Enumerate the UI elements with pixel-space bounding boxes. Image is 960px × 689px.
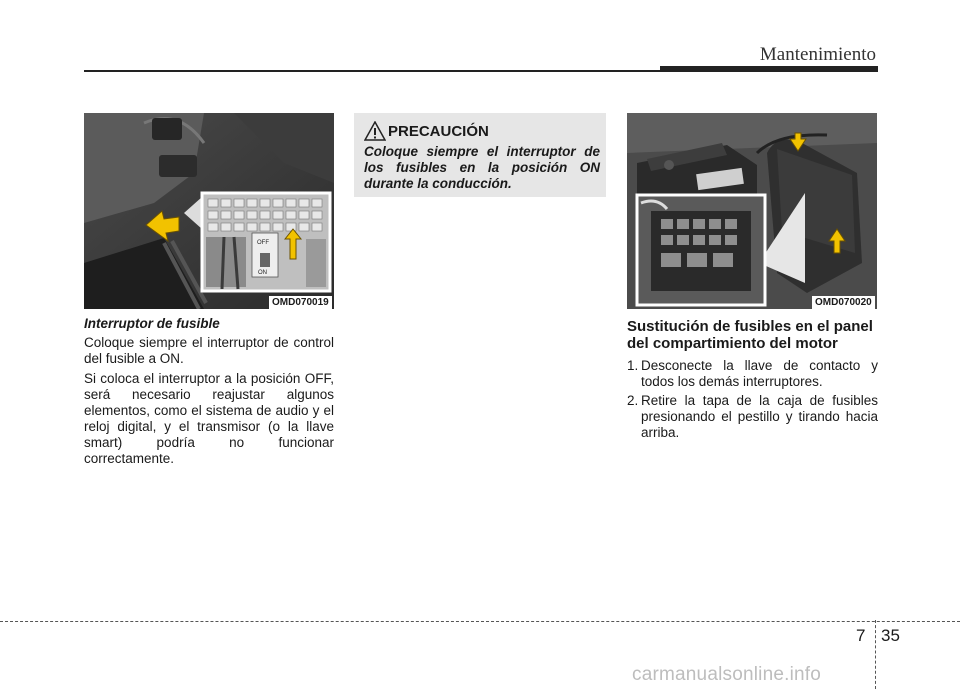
engine-compartment-illustration bbox=[627, 113, 877, 309]
step-1 bbox=[627, 358, 878, 390]
caution-text: Coloque siempre el interruptor de los fusibles en la posición ON durante la conducción. bbox=[364, 144, 600, 191]
left-column-text bbox=[84, 316, 334, 471]
paragraph-1: Coloque siempre el interruptor de control del fusible a ON. bbox=[84, 335, 334, 366]
chapter-number: 7 bbox=[856, 626, 866, 645]
right-column-text bbox=[627, 318, 878, 444]
switch-label-on: ON bbox=[258, 270, 267, 276]
paragraph-2: Si coloca el interruptor a la posición OFF, será necesario reajustar algunos elementos, como el sistema de audio y el reloj digital, y el transmisor (o la llave smart) podría no funcionar correctamente. bbox=[84, 371, 334, 466]
step-2-text: Retire la tapa de la caja de fusibles presionando el pestillo y tirando hacia arriba. bbox=[641, 393, 878, 440]
footer-dashed-line bbox=[0, 621, 960, 622]
fuse-switch-photo bbox=[84, 113, 334, 309]
page-header-title: Mantenimiento bbox=[759, 44, 876, 65]
header-rule-thin bbox=[84, 70, 662, 72]
step-1-number: 1. bbox=[627, 358, 639, 373]
footer-vertical-dashed-line bbox=[875, 620, 876, 689]
fuse-switch-illustration bbox=[84, 113, 334, 309]
header-rule-thick bbox=[660, 66, 878, 72]
fuse-switch-subheading: Interruptor de fusible bbox=[84, 316, 220, 331]
step-1-text: Desconecte la llave de contacto y todos los demás interruptores. bbox=[641, 358, 878, 389]
step-2 bbox=[627, 393, 878, 441]
figure-right-caption: OMD070020 bbox=[812, 296, 875, 310]
watermark-text: carmanualsonline.info bbox=[632, 664, 822, 685]
caution-title: PRECAUCIÓN bbox=[388, 123, 489, 140]
engine-fuse-heading: Sustitución de fusibles en el panel del compartimiento del motor bbox=[627, 318, 873, 352]
switch-label-off: OFF bbox=[257, 240, 269, 246]
step-2-number: 2. bbox=[627, 393, 639, 408]
warning-triangle-icon bbox=[364, 121, 386, 141]
engine-fuse-box-photo bbox=[627, 113, 877, 309]
caution-box bbox=[354, 113, 606, 197]
figure-left-caption: OMD070019 bbox=[269, 296, 332, 310]
page-number: 35 bbox=[881, 626, 900, 645]
